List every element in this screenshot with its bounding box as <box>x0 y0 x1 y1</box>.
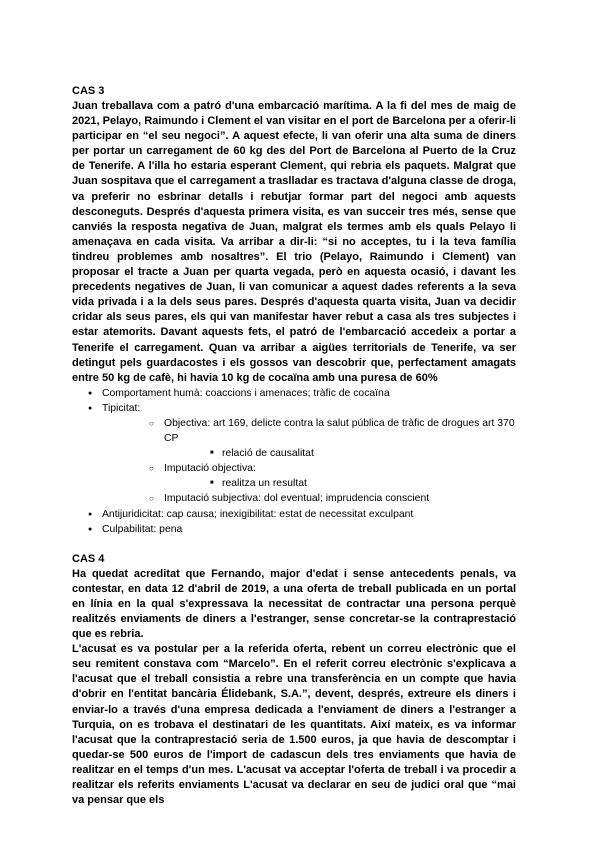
bullet-antijuridicitat: Antijuridicitat: cap causa; inexigibilitat: estat de necessitat exculpant <box>102 508 414 520</box>
list-item <box>196 476 516 491</box>
list-item <box>132 491 516 506</box>
list-item <box>132 461 516 491</box>
imputacio-objectiva-sublist <box>196 476 516 491</box>
section-spacer <box>72 537 516 552</box>
bullet-objectiva: Objectiva: art 169, delicte contra la salut pública de tràfic de drogues art 370 CP <box>164 417 515 445</box>
case-4-paragraph-2: L'acusat es va postular per a la referida oferta, rebent un correu electrònic que el seu remitent constava com “Marcelo”. En el referit correu electrònic s'explicava a l'acusat que el treball consistia a rebre una transferència en un compte que havia d'obrir en l'entitat bancària Élidebank, S.A.”, devent, després, extreure els diners i enviar-lo a través d'una empresa dedicada a l'enviament de diners a l'estranger a Turquia, on es trobava el destinatari de les quantitats. Així mateix, es va informar l'acusat que la contraprestació seria de 1.500 euros, ja que havia de descomptar i quedar-se 500 euros de l'import de cadascun dels tres enviaments que havia de realitzar en el temps d'un mes. L'acusat va acceptar l'oferta de treball i va procedir a realitzar els referits enviaments L'acusat va declarar en seu de judici oral que “mai va pensar que els <box>72 643 516 807</box>
tipicitat-sublist <box>132 416 516 507</box>
list-item <box>72 386 516 401</box>
bullet-imputacio-objectiva: Imputació objectiva: <box>164 463 256 475</box>
case-4-paragraph-1: Ha quedat acreditat que Fernando, major d'edat i sense antecedents penals, va contestar, en data 12 d'abril de 2019, a una oferta de treball publicada en un portal en línia en la qual s'expressava la necessitat de contractar una persona perquè realitzés enviaments de diners a l'estranger, sense concretar-se la contraprestació que es rebria. <box>72 567 516 641</box>
bullet-culpabilitat: Culpabilitat: pena <box>102 523 183 535</box>
bullet-comportament: Comportament humà: coaccions i amenaces; tràfic de cocaïna <box>102 387 390 399</box>
list-item <box>72 522 516 537</box>
list-item <box>72 507 516 522</box>
case-3-title: CAS 3 <box>72 85 105 97</box>
list-item <box>132 416 516 461</box>
list-item <box>196 446 516 461</box>
objectiva-sublist <box>196 446 516 461</box>
bullet-relacio-causalitat: relació de causalitat <box>222 448 314 460</box>
case-3-paragraph: Juan treballava com a patró d'una embarcació marítima. A la fi del mes de maig de 2021, Pelayo, Raimundo i Clement el van visitar en el port de Barcelona per a oferir-li participar en “el seu negoci”. A aquest efecte, li van oferir una alta suma de diners per portar un carregament de 60 kg des del Port de Barcelona al Puerto de la Cruz de Tenerife. A l'illa ho estaria esperant Clement, qui rebria els paquets. Malgrat que Juan sospitava que el carregament a traslladar es tractava d'alguna classe de droga, va preferir no esbrinar detalls i rebutjar formar part del negoci amb aquests desconeguts. Després d'aquesta primera visita, es van succeir tres més, sense que canviés la resposta negativa de Juan, malgrat els termes amb els quals Pelayo li amenaçava en cada visita. Va arribar a dir-li: “si no acceptes, tu i la teva família tindreu problemes amb nosaltres”. El trio (Pelayo, Raimundo i Clement) van proposar el tracte a Juan per quarta vegada, però en aquesta ocasió, i davant les precedents negatives de Juan, li van comunicar a aquest dades referents a la seva vida privada i a la dels seus pares. Després d'aquesta quarta visita, Juan va decidir cridar als seus pares, els qui van manifestar haver rebut a casa als tres subjectes i estar atemorits. Davant aquests fets, el patró de l'embarcació accedeix a portar a Tenerife el carregament. Quan va arribar a aigües territorials de Tenerife, va ser detingut pels guardacostes i els gossos van descobrir que, perfectament amagats entre 50 kg de cafè, hi havia 10 kg de cocaïna amb una puresa de 60% <box>72 100 516 384</box>
case-3-analysis-list <box>72 386 516 537</box>
bullet-imputacio-subjectiva: Imputació subjectiva: dol eventual; imprudencia conscient <box>164 493 430 505</box>
list-item <box>72 401 516 507</box>
case-4-title: CAS 4 <box>72 552 105 565</box>
bullet-tipicitat: Tipicitat: <box>102 402 141 414</box>
bullet-realitza-resultat: realitza un resultat <box>222 478 307 490</box>
